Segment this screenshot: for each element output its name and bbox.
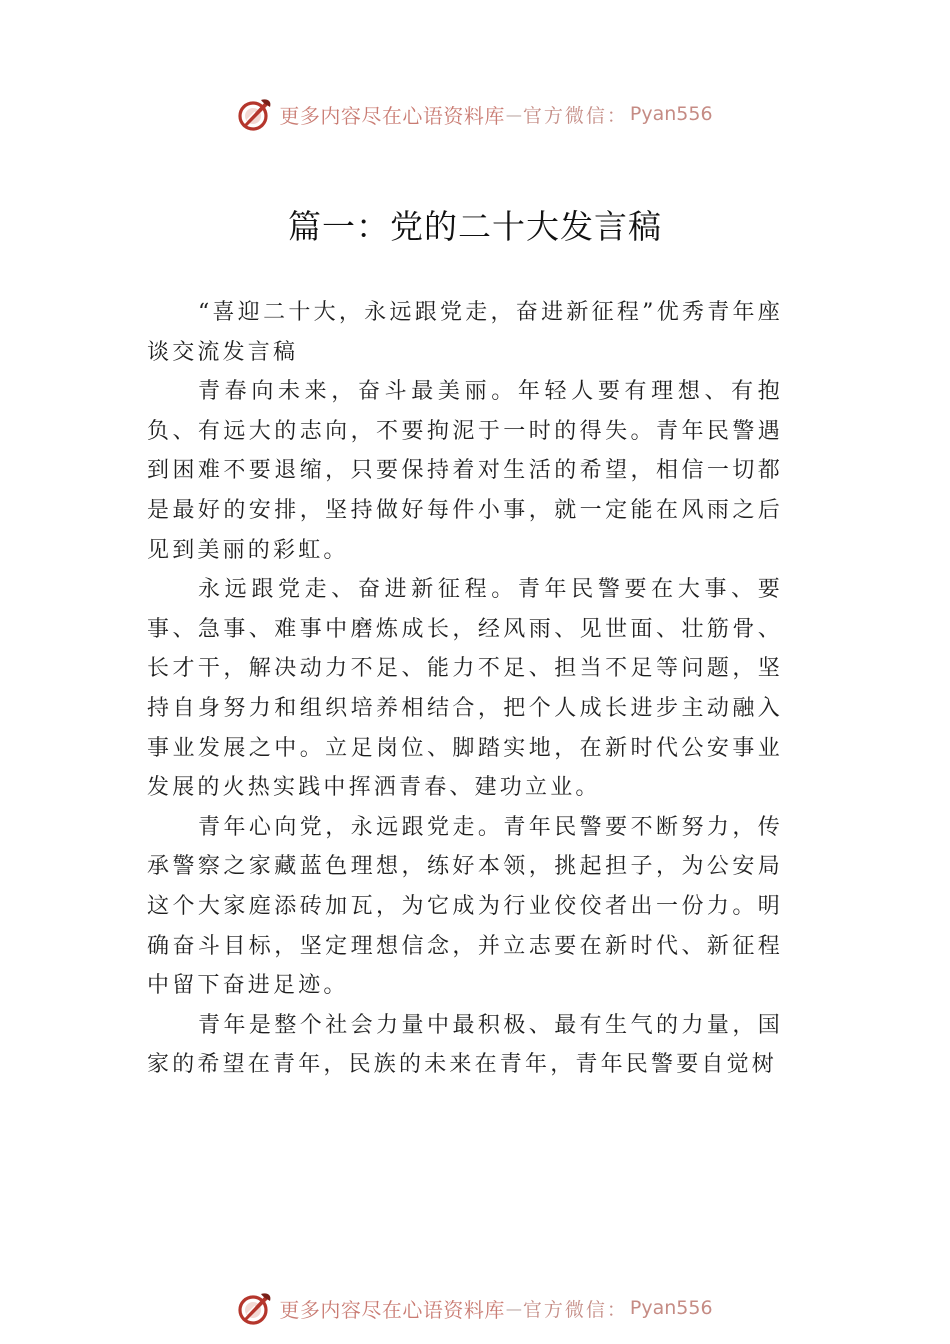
banner-wechat-label: 官方微信： [522,104,628,127]
footer-banner [0,1288,950,1328]
banner-dash: — [505,104,522,124]
paragraph-1: “喜迎二十大，永远跟党走，奋进新征程”优秀青年座谈交流发言稿 [147,300,783,365]
quill-logo-icon [237,96,273,132]
banner-site-text: 更多内容尽在心语资料库 [279,1297,505,1322]
banner-dash: — [505,1298,522,1318]
paragraph-3: 永远跟党走、奋进新征程。青年民警要在大事、要事、急事、难事中磨炼成长，经风雨、见世面、壮筋骨、长才干，解决动力不足、能力不足、担当不足等问题，坚持自身努力和组织培养相结合，把个人成长进步主动融入事业发展之中。立足岗位、脚踏实地，在新时代公安事业发展的火热实践中挥洒青春、建功立业。 [147,577,783,801]
quill-logo-icon [237,1290,273,1326]
banner-site-text: 更多内容尽在心语资料库 [279,103,505,128]
document-body [147,293,783,1085]
header-banner [0,94,950,134]
paragraph-4: 青年心向党，永远跟党走。青年民警要不断努力，传承警察之家藏蓝色理想，练好本领，挑起担子，为公安局这个大家庭添砖加瓦，为它成为行业佼佼者出一份力。明确奋斗目标，坚定理想信念，并立志要在新时代、新征程中留下奋进足迹。 [147,814,783,999]
paragraph-2: 青春向未来，奋斗最美丽。年轻人要有理想、有抱负、有远大的志向，不要拘泥于一时的得失。青年民警遇到困难不要退缩，只要保持着对生活的希望，相信一切都是最好的安排，坚持做好每件小事，就一定能在风雨之后见到美丽的彩虹。 [147,379,783,563]
banner-wechat-id: Pyan556 [629,103,713,125]
paragraph-5: 青年是整个社会力量中最积极、最有生气的力量，国家的希望在青年，民族的未来在青年，青年民警要自觉树 [147,1012,783,1078]
banner-wechat-label: 官方微信： [522,1298,628,1321]
document-title: 篇一：党的二十大发言稿 [288,207,662,246]
banner-wechat-id: Pyan556 [629,1297,713,1319]
